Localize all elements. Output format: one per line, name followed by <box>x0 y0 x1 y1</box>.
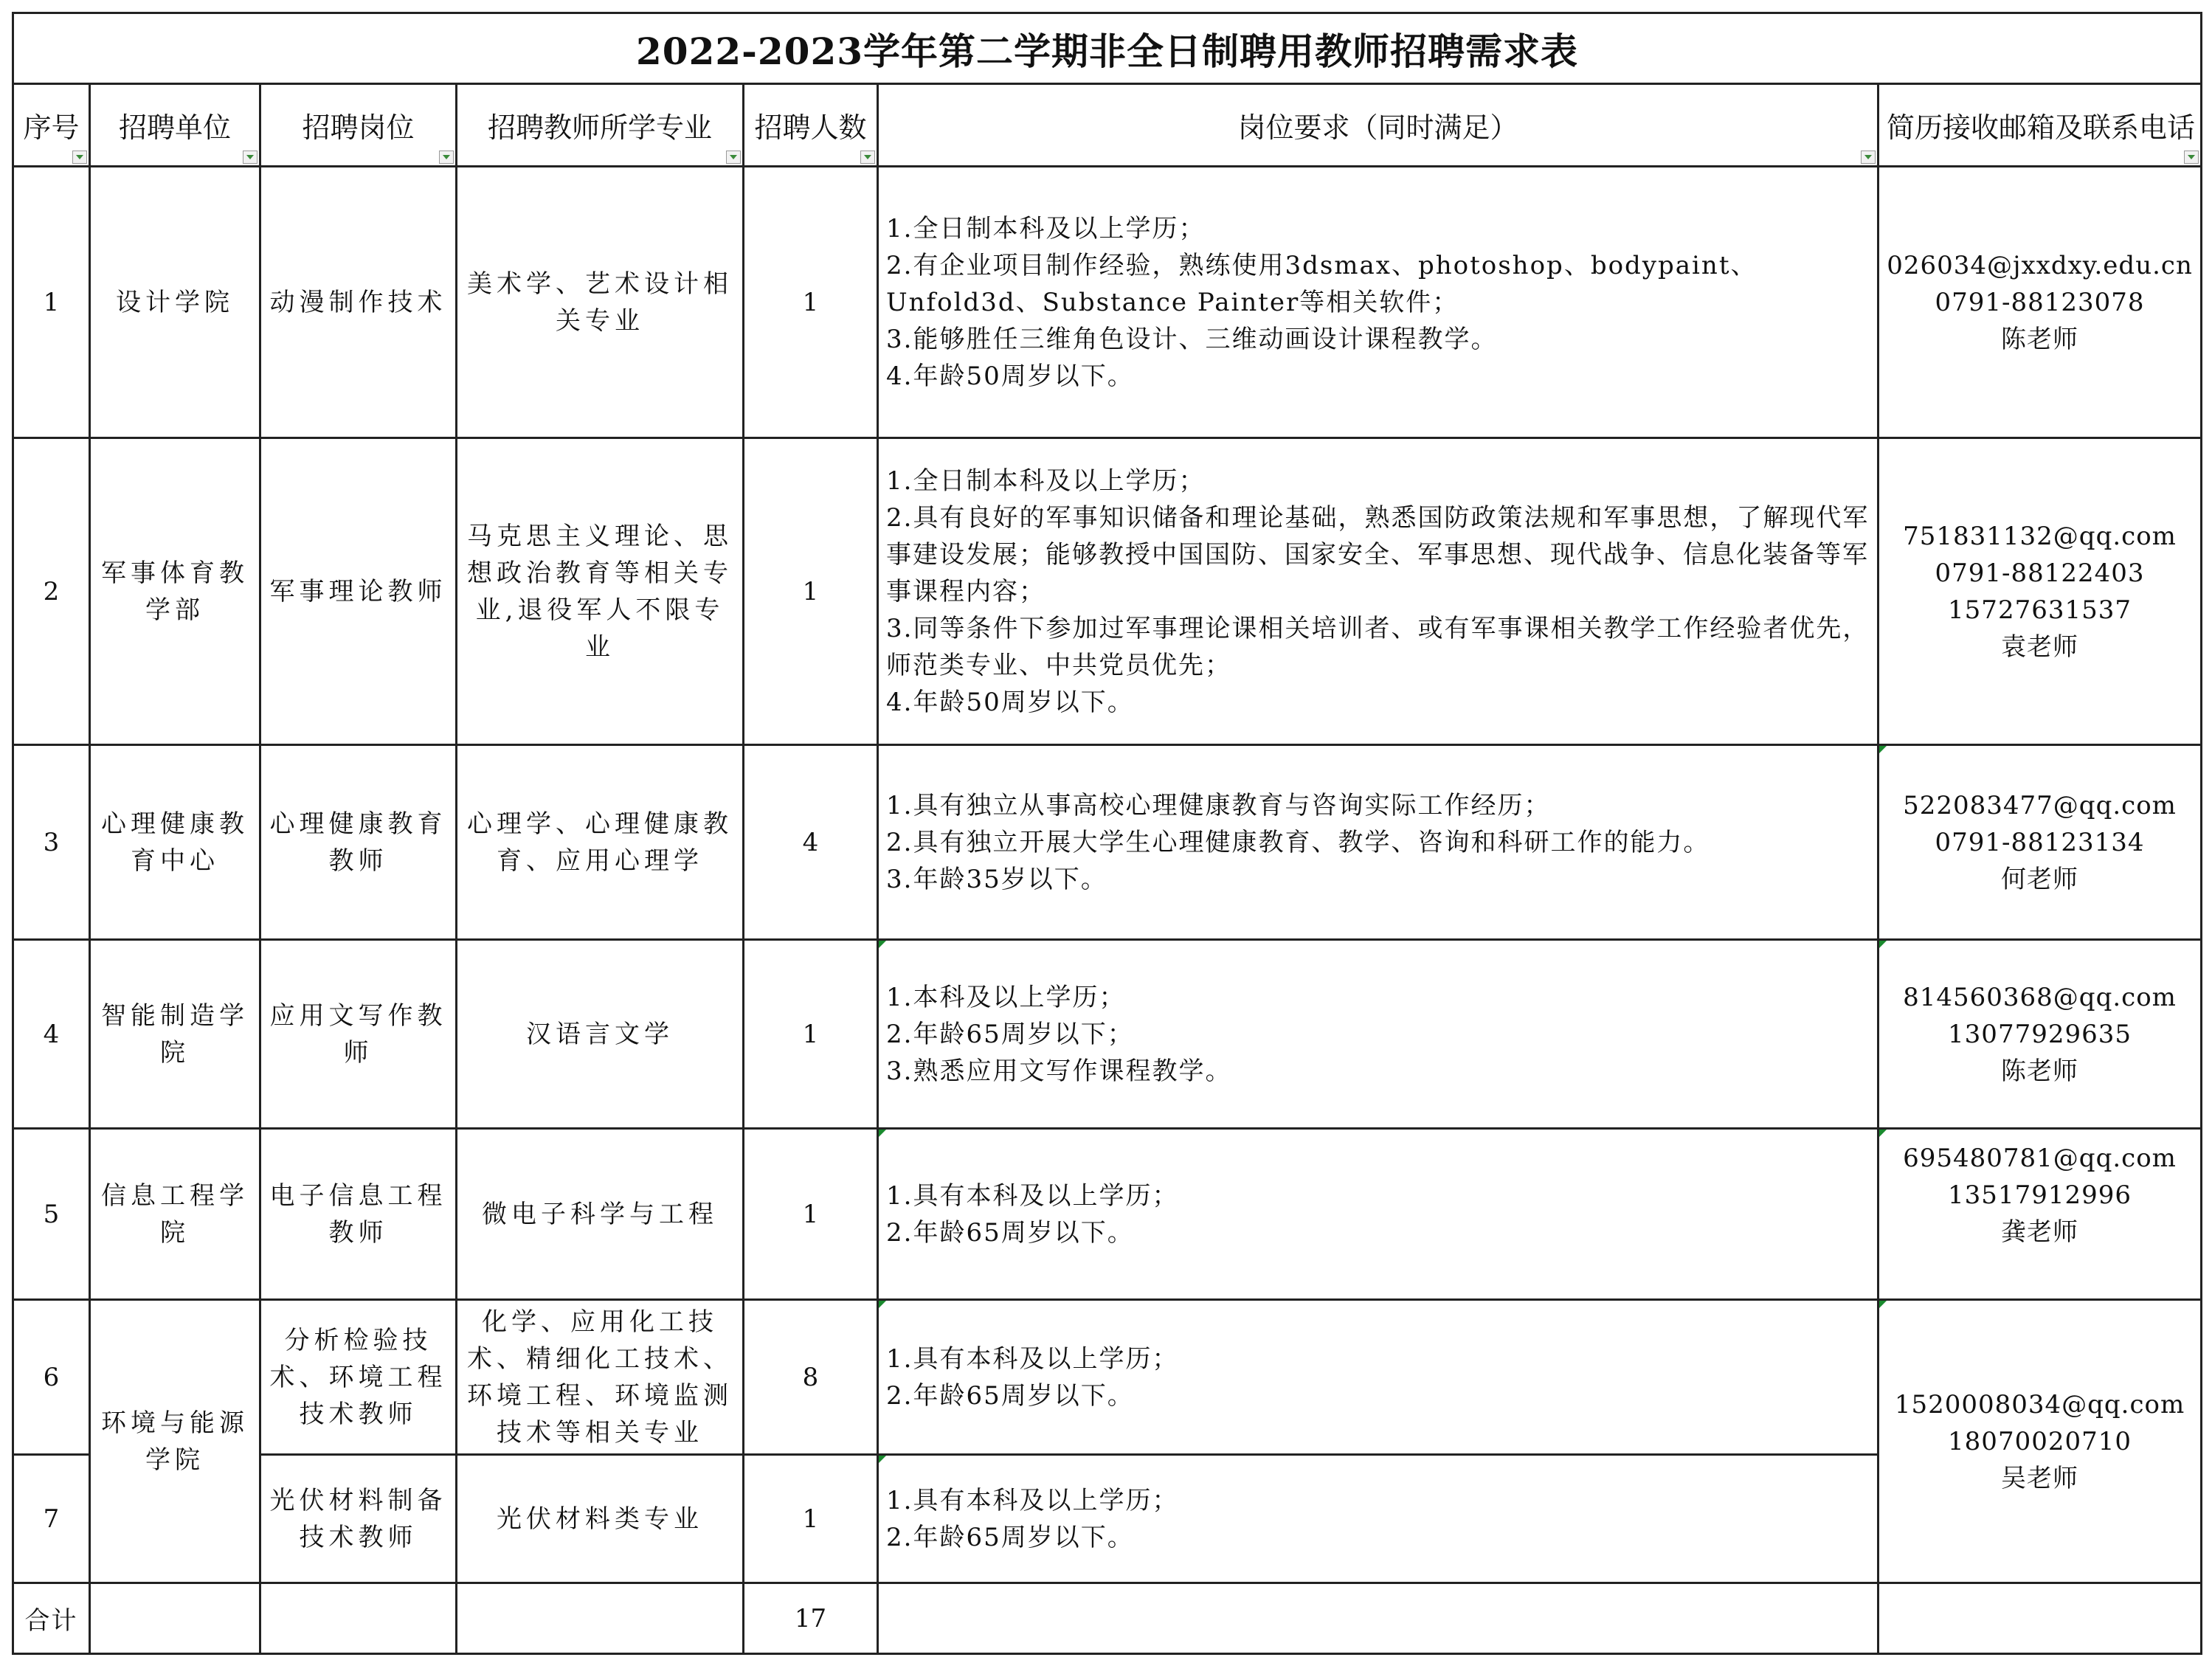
contact-info <box>1879 1129 2202 1300</box>
table-row <box>13 438 2202 745</box>
header-requirements <box>878 84 1879 167</box>
requirement-line: 3.同等条件下参加过军事理论课相关培训者、或有军事课相关教学工作经验者优先，师范类专业、中共党员优先； <box>886 613 1870 680</box>
requirement-line: 1.具有本科及以上学历； <box>886 1485 1179 1515</box>
contact-person: 龚老师 <box>2001 1217 2079 1247</box>
header-contact <box>1879 84 2202 167</box>
contact-info <box>1879 745 2202 940</box>
requirement-line: 4.年龄50周岁以下。 <box>886 687 1134 717</box>
table-row <box>13 167 2202 438</box>
header-unit <box>90 84 260 167</box>
requirement-line: 1.全日制本科及以上学历； <box>886 466 1206 496</box>
row-index: 6 <box>13 1300 90 1455</box>
empty-cell <box>1879 1583 2202 1654</box>
position: 电子信息工程教师 <box>260 1129 457 1300</box>
major: 马克思主义理论、思想政治教育等相关专业,退役军人不限专业 <box>457 438 744 745</box>
recruiting-unit: 心理健康教育中心 <box>90 745 260 940</box>
recruiting-unit: 信息工程学院 <box>90 1129 260 1300</box>
position: 应用文写作教师 <box>260 940 457 1129</box>
requirement-line: 2.年龄65周岁以下。 <box>886 1217 1134 1248</box>
contact-info <box>1879 1300 2202 1583</box>
filter-dropdown-icon[interactable] <box>2184 151 2199 164</box>
contact-email: 814560368@qq.com <box>1903 982 2177 1012</box>
table-title: 2022-2023学年第二学期非全日制聘用教师招聘需求表 <box>13 13 2202 84</box>
position: 分析检验技术、环境工程技术教师 <box>260 1300 457 1455</box>
contact-phone: 0791-88122403 <box>1935 558 2145 588</box>
contact-person: 何老师 <box>2001 864 2079 894</box>
contact-phone: 18070020710 <box>1948 1426 2132 1456</box>
requirements <box>878 1129 1879 1300</box>
major: 汉语言文学 <box>457 940 744 1129</box>
header-count <box>744 84 878 167</box>
contact-phone: 13517912996 <box>1948 1180 2132 1210</box>
contact-person: 陈老师 <box>2001 324 2079 354</box>
position: 光伏材料制备技术教师 <box>260 1455 457 1583</box>
contact-email: 1520008034@qq.com <box>1894 1389 2185 1419</box>
requirement-line: 1.具有独立从事高校心理健康教育与咨询实际工作经历； <box>886 790 1551 820</box>
total-row <box>13 1583 2202 1654</box>
requirements <box>878 167 1879 438</box>
header-major-label: 招聘教师所学专业 <box>487 111 712 144</box>
headcount: 1 <box>744 1129 878 1300</box>
filter-dropdown-icon[interactable] <box>1861 151 1876 164</box>
row-index: 4 <box>13 940 90 1129</box>
contact-info <box>1879 940 2202 1129</box>
requirement-line: 2.具有良好的军事知识储备和理论基础，熟悉国防政策法规和军事思想，了解现代军事建设发展；能够教授中国国防、国家安全、军事思想、现代战争、信息化装备等军事课程内容； <box>886 502 1870 606</box>
requirement-line: 1.全日制本科及以上学历； <box>886 213 1206 243</box>
empty-cell <box>878 1583 1879 1654</box>
contact-info <box>1879 167 2202 438</box>
requirement-line: 1.具有本科及以上学历； <box>886 1180 1179 1211</box>
requirement-line: 2.具有独立开展大学生心理健康教育、教学、咨询和科研工作的能力。 <box>886 827 1710 857</box>
header-row <box>13 84 2202 167</box>
major: 光伏材料类专业 <box>457 1455 744 1583</box>
contact-person: 袁老师 <box>2001 632 2079 662</box>
total-count: 17 <box>744 1583 878 1654</box>
header-position-label: 招聘岗位 <box>302 111 415 144</box>
header-index-label: 序号 <box>23 111 80 144</box>
filter-dropdown-icon[interactable] <box>72 151 87 164</box>
position: 动漫制作技术 <box>260 167 457 438</box>
requirement-line: 3.熟悉应用文写作课程教学。 <box>886 1056 1232 1086</box>
recruiting-unit: 环境与能源学院 <box>90 1300 260 1583</box>
contact-phone: 13077929635 <box>1948 1019 2132 1049</box>
position: 心理健康教育教师 <box>260 745 457 940</box>
requirement-line: 1.具有本科及以上学历； <box>886 1343 1179 1374</box>
recruiting-unit: 军事体育教学部 <box>90 438 260 745</box>
major: 美术学、艺术设计相关专业 <box>457 167 744 438</box>
requirements <box>878 940 1879 1129</box>
requirement-line: 4.年龄50周岁以下。 <box>886 361 1134 391</box>
total-label: 合计 <box>13 1583 90 1654</box>
major: 微电子科学与工程 <box>457 1129 744 1300</box>
requirements <box>878 1455 1879 1583</box>
filter-dropdown-icon[interactable] <box>860 151 875 164</box>
requirement-line: 1.本科及以上学历； <box>886 982 1126 1012</box>
row-index: 7 <box>13 1455 90 1583</box>
empty-cell <box>260 1583 457 1654</box>
headcount: 8 <box>744 1300 878 1455</box>
contact-email: 751831132@qq.com <box>1903 521 2177 551</box>
table-row <box>13 1300 2202 1455</box>
requirement-line: 3.年龄35岁以下。 <box>886 864 1107 894</box>
headcount: 1 <box>744 1455 878 1583</box>
contact-email: 695480781@qq.com <box>1903 1144 2177 1173</box>
requirement-line: 2.年龄65周岁以下。 <box>886 1380 1134 1411</box>
row-index: 2 <box>13 438 90 745</box>
recruitment-table <box>12 12 2202 1655</box>
recruiting-unit: 智能制造学院 <box>90 940 260 1129</box>
table-row <box>13 940 2202 1129</box>
empty-cell <box>90 1583 260 1654</box>
contact-mobile: 15727631537 <box>1948 595 2132 625</box>
row-index: 3 <box>13 745 90 940</box>
requirement-line: 2.有企业项目制作经验，熟练使用3dsmax、photoshop、bodypaint、Unfold3d、Substance Painter等相关软件； <box>886 250 1757 317</box>
requirements <box>878 1300 1879 1455</box>
table-row <box>13 1129 2202 1300</box>
cell-comment-marker <box>879 1130 886 1137</box>
contact-phone: 0791-88123134 <box>1935 827 2145 857</box>
position: 军事理论教师 <box>260 438 457 745</box>
cell-comment-marker <box>879 1456 886 1463</box>
cell-comment-marker <box>1879 941 1887 948</box>
header-index <box>13 84 90 167</box>
contact-email: 026034@jxxdxy.edu.cn <box>1887 250 2193 280</box>
table-row <box>13 745 2202 940</box>
contact-info <box>1879 438 2202 745</box>
headcount: 1 <box>744 438 878 745</box>
major: 化学、应用化工技术、精细化工技术、环境工程、环境监测技术等相关专业 <box>457 1300 744 1455</box>
recruitment-sheet <box>12 12 2200 1648</box>
header-count-label: 招聘人数 <box>754 111 867 144</box>
requirement-line: 2.年龄65周岁以下； <box>886 1019 1134 1049</box>
filter-dropdown-icon[interactable] <box>439 151 454 164</box>
contact-phone: 0791-88123078 <box>1935 287 2145 317</box>
requirements <box>878 745 1879 940</box>
header-requirements-label: 岗位要求（同时满足） <box>1237 111 1518 144</box>
cell-comment-marker <box>879 941 886 948</box>
contact-email: 522083477@qq.com <box>1903 790 2177 820</box>
requirement-line: 2.年龄65周岁以下。 <box>886 1522 1134 1552</box>
header-unit-label: 招聘单位 <box>118 111 231 144</box>
requirement-line: 3.能够胜任三维角色设计、三维动画设计课程教学。 <box>886 324 1498 354</box>
filter-dropdown-icon[interactable] <box>726 151 741 164</box>
major: 心理学、心理健康教育、应用心理学 <box>457 745 744 940</box>
cell-comment-marker <box>879 1301 886 1308</box>
requirements <box>878 438 1879 745</box>
headcount: 4 <box>744 745 878 940</box>
headcount: 1 <box>744 167 878 438</box>
empty-cell <box>457 1583 744 1654</box>
table-row <box>13 1455 2202 1583</box>
contact-person: 吴老师 <box>2001 1463 2079 1493</box>
row-index: 5 <box>13 1129 90 1300</box>
header-major <box>457 84 744 167</box>
row-index: 1 <box>13 167 90 438</box>
headcount: 1 <box>744 940 878 1129</box>
cell-comment-marker <box>1879 1130 1887 1137</box>
contact-person: 陈老师 <box>2001 1056 2079 1086</box>
cell-comment-marker <box>1879 746 1887 753</box>
filter-dropdown-icon[interactable] <box>243 151 258 164</box>
header-position <box>260 84 457 167</box>
header-contact-label: 简历接收邮箱及联系电话 <box>1887 111 2196 144</box>
cell-comment-marker <box>1879 1301 1887 1308</box>
recruiting-unit: 设计学院 <box>90 167 260 438</box>
